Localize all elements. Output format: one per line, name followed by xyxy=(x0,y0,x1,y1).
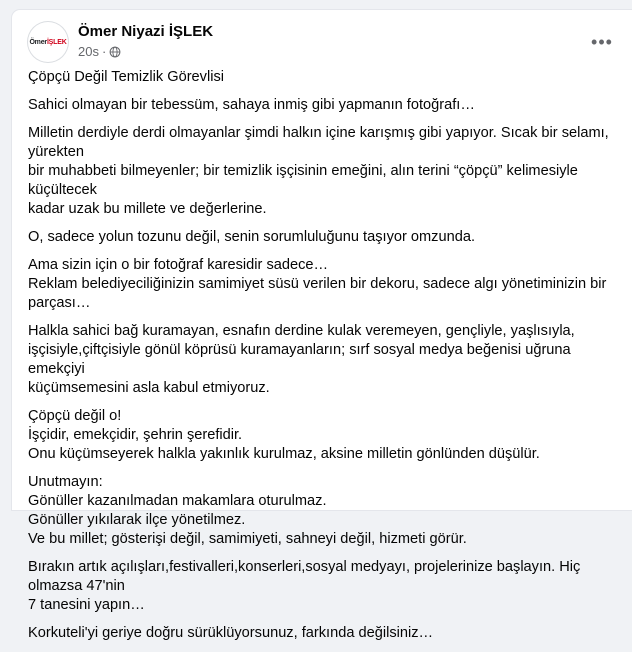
avatar-logo: Ömer İŞLEK xyxy=(29,38,67,46)
post-paragraph: Bırakın artık açılışları,festivalleri,konserleri,sosyal medyayı, projelerinize başlayın. Hiç olmazsa 47'nin 7 tanesini yapın… xyxy=(28,559,581,613)
post-header xyxy=(28,22,618,62)
post-paragraph: Unutmayın: Gönüller kazanılmadan makamlara oturulmaz. Gönüller yıkılarak ilçe yönetilmez. Ve bu millet; gösterişi değil, samimiyeti, sahneyi değil, hizmeti görür. xyxy=(28,474,467,547)
post-card xyxy=(12,10,632,641)
avatar[interactable] xyxy=(28,22,68,62)
post-paragraph: Çöpçü değil o! İşçidir, emekçidir, şehrin şerefidir. Onu küçümseyerek halkla yakınlık kurulmaz, aksine milletin gönlünden düşülür. xyxy=(28,408,540,462)
post-paragraph: Halkla sahici bağ kuramayan, esnafın derdine kulak veremeyen, gençliyle, yaşlısıyla, işçisiyle,çiftçisiyle gönül köprüsü kuramayanların; sırf sosyal medya beğenisi uğruna emekçiyi küçümsemesini asla kabul etmiyoruz. xyxy=(28,323,575,396)
post-timestamp[interactable]: 20s xyxy=(78,44,99,59)
post-meta xyxy=(78,44,121,59)
globe-icon[interactable] xyxy=(109,46,121,58)
post-paragraph: Ama sizin için o bir fotoğraf karesidir sadece… Reklam belediyeciliğinizin samimiyet süsü verilen bir dekoru, sadece algı yönetiminizin bir parçası… xyxy=(28,257,607,311)
post-paragraph: Sahici olmayan bir tebessüm, sahaya inmiş gibi yapmanın fotoğrafı… xyxy=(28,97,475,113)
post-paragraph: Milletin derdiyle derdi olmayanlar şimdi halkın içine karışmış gibi yapıyor. Sıcak bir selamı, yürekten bir muhabbeti bilmeyenler; bir temizlik işçisinin emeğini, alın terini “çöpçü” kelimesiyle küçültecek kadar uzak bu millete ve değerlerine. xyxy=(28,125,609,217)
author-name[interactable]: Ömer Niyazi İŞLEK xyxy=(78,23,214,40)
more-options-icon[interactable]: ••• xyxy=(591,31,613,52)
post-text xyxy=(28,68,628,652)
meta-separator: · xyxy=(101,44,107,59)
post-paragraph: Korkuteli'yi geriye doğru sürüklüyorsunuz, farkında değilsiniz… xyxy=(28,625,434,641)
post-paragraph: O, sadece yolun tozunu değil, senin sorumluluğunu taşıyor omzunda. xyxy=(28,229,475,245)
post-paragraph: Çöpçü Değil Temizlik Görevlisi xyxy=(28,69,224,85)
